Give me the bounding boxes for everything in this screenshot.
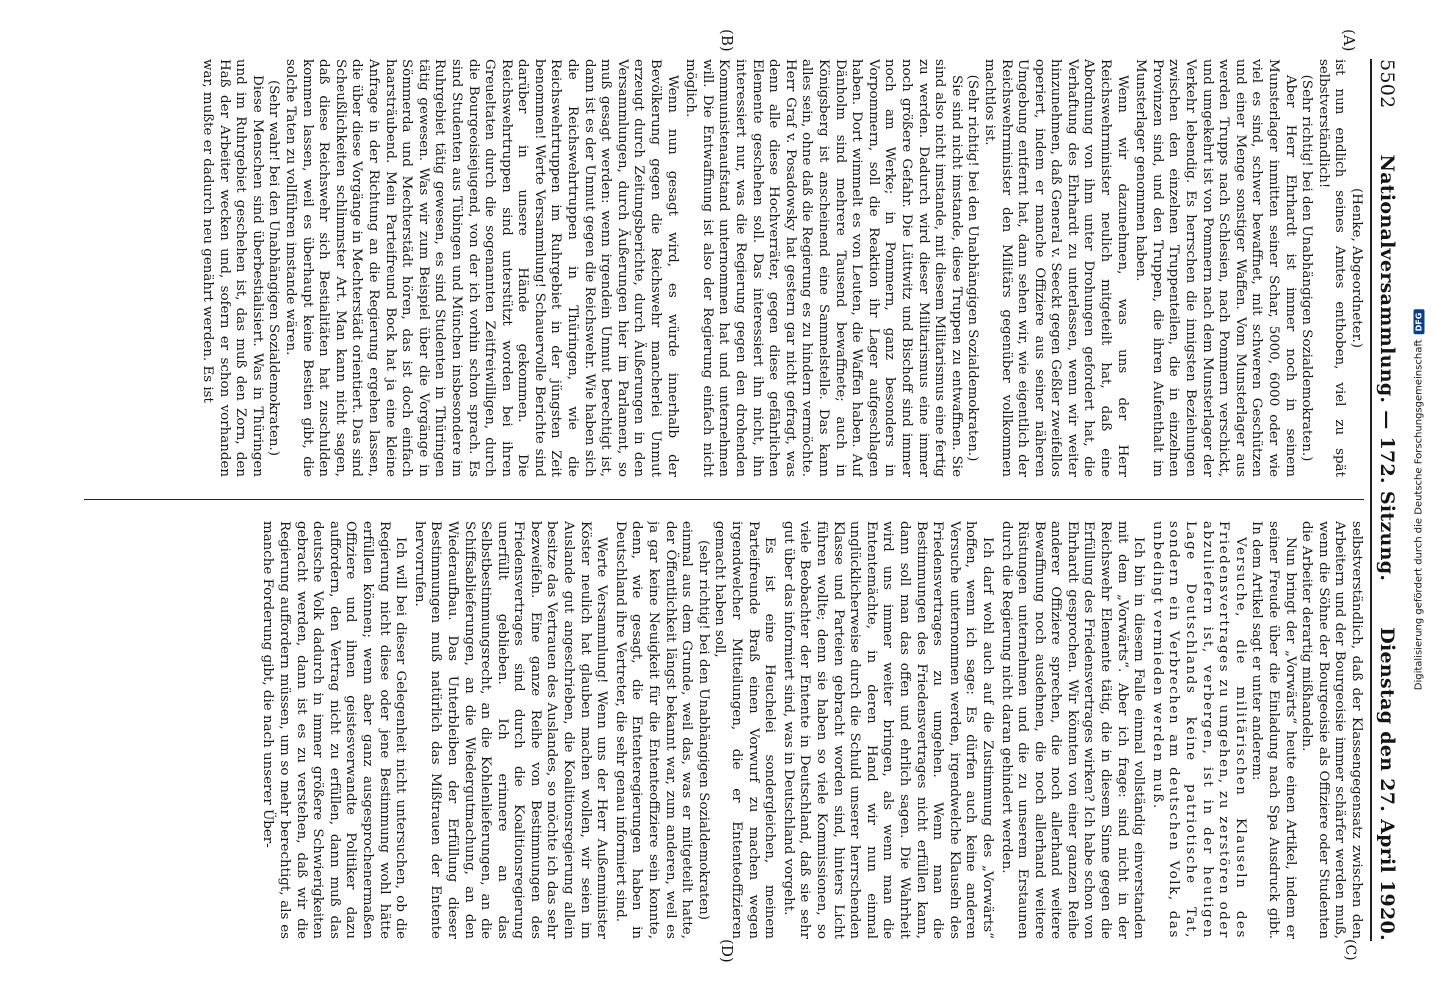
dfg-logo: DFG <box>1414 310 1425 335</box>
margin-marker-b: (B) <box>718 29 736 52</box>
interjection: (sehr richtig! bei den Unabhängigen Sozialdemokraten) <box>695 539 711 921</box>
page-number: 5502 <box>1376 59 1398 109</box>
interjection: (Sehr richtig! bei den Unabhängigen Sozialdemokraten.) <box>1299 74 1315 462</box>
digitization-credit <box>1414 310 1425 691</box>
paragraph: Nun bringt der „Vorwärts“ heute einen Artikel, indem er seiner Freude über die Einladung nach Spa Ausdruck gibt. In dem Artikel sagt er unter anderem: <box>1249 521 1298 939</box>
speaker-heading: (Henke, Abgeordneter.) <box>1349 187 1364 349</box>
document-page <box>60 25 1420 975</box>
running-head <box>1370 59 1420 941</box>
paragraph: Ich darf wohl auch auf die Zustimmung des „Vorwärts“ hoffen, wenn ich sage: Es dürfen auch keine anderen Versuche unternommen werden, irgendwelche Klauseln des Friedensvertrages zu umgehen. Wenn man die Bestimmungen des Friedensvertrages nicht erfüllen kann, dann soll man das offen und ehrlich sagen. Die Wahrheit wird uns immer weiter bringen, als wenn man die Ententemächte, in deren Hand wir nun einmal unglücklicherweise durch die Schuld unserer herrschenden Klasse und Parteien gebracht worden sind, hinters Licht führen wollte; denn sie haben so viele Kommissionen, so viele Beobachter der Entente in Deutschland, daß sie sehr gut über das informiert sind, was in Deutschland vorgeht. <box>780 521 995 939</box>
paragraph: Es ist eine Heuchelei sondergleichen, meinem Parteifreunde Braß einen Vorwurf zu machen wegen irgendwelcher Mitteilungen, die er Ententeoffizieren gemacht haben soll, <box>712 521 778 939</box>
credit-text: Digitalisierung gefördert durch die Deutsche Forschungsgemeinschaft <box>1413 339 1425 691</box>
margin-marker-d: (D) <box>718 939 736 963</box>
left-column <box>84 59 1364 477</box>
paragraph: einmal aus dem Grunde, weil das, was er mitgeteilt hatte, der Öffentlichkeit längst bekannt war, zum anderen, weil es ja gar keine Neuigkeit für die Ententeoffiziere sein konnte, denn, wie gesagt, die Ententeregierungen haben in Deutschland ihre Vertreter, die sehr genau informiert sind. <box>612 521 695 939</box>
right-column <box>84 521 1364 939</box>
quotation: Versuche, die militärischen Klauseln des Friedensvertrages zu umgehen, zu zerstören oder abzuliefern ist, verbergen, ist in der heutigen Lage Deutschlands keine patriotische Tat, sondern ein Verbrechen am deutschen Volk, das unbedingt vermieden werden muß. <box>1149 521 1248 939</box>
session-title: Nationalversammlung. — 172. Sitzung. <box>1376 154 1398 582</box>
margin-marker-c: (C) <box>1342 939 1358 961</box>
interjection: (Sehr richtig! bei den Unabhängigen Sozialdemokraten.) <box>965 74 981 462</box>
paragraph: Wenn wir dazunehmen, was uns der Herr Reichswehrminister neulich mitgeteilt hat, daß eine Abordnung von ihm unter Drohungen gefordert hat, die Verhaftung des Ehrhardt zu unterlassen, wenn wir weiter hinzunehmen, daß General v. Seeckt gegen Geßler zweifellos operiert, indem er manche Offiziere aus seiner näheren Umgebung entfernt hat, dann sehen wir, wie eigentlich der Reichswehrminister den Militärs gegenüber vollkommen machtlos ist. <box>981 59 1130 477</box>
paragraph: Wenn nun gesagt wird, es würde innerhalb der Bevölkerung gegen die Reichswehr mancherlei Unmut erzeugt durch Zeitungsberichte, durch Äußerungen in den Versammlungen, durch Äußerungen hier im Parlament, so muß gesagt werden: wenn irgendein Unmut berechtigt ist, dann ist es der Unmut gegen die Reichswehr. Wie haben sich die Reichswehrtruppen in Thüringen, wie die Reichswehrtruppen im Ruhrgebiet in der jüngsten Zeit benommen! Werte Versammlung! Schauervolle Berichte sind darüber in unsere Hände gekommen. Die Reichswehrtruppen sind unterstützt worden bei ihren Greueltaten durch die sogenannten Zeitfreiwilligen, durch die Bourgeoisiejugend, von der ich vorhin schon sprach. Es sind Studenten aus Tübingen und München insbesondere im Ruhrgebiet tätig gewesen, es sind Studenten in Thüringen tätig gewesen. Was wir zum Beispiel über die Vorgänge in Sömmerda und Mechterstädt hören, das ist doch einfach haarsträubend. Mein Parteifreund Bock hat ja eine kleine Anfrage in der Richtung an die Regierung ergehen lassen, die über diese Vorgänge in Mechterstädt orientiert. Das sind Scheußlichkeiten schlimmster Art. Man kann nicht sagen, daß diese Reichswehr sich Bestialitäten hat zuschulden kommen lassen, weil es überhaupt keine Bestien gibt, die solche Taten zu vollführen imstande wären. <box>283 59 680 477</box>
paragraph: Ich bin in diesem Falle einmal vollständig einverstanden mit dem „Vorwärts“. Aber ich frage: sind nicht in der Reichswehr Elemente tätig, die in diesem Sinne gegen die Erfüllung des Friedensvertrages wirken? Ich habe schon von Ehrhardt gesprochen. Wir könnten von einer ganzen Reihe anderer Offiziere sprechen, die noch allerhand weitere Bewaffnung noch ausdehnen, die noch allerhand weitere Rüstungen unternehmen und die zu unserem Erstaunen durch die Regierung nicht daran gehindert werden. <box>998 521 1147 939</box>
paragraph: Ich will bei dieser Gelegenheit nicht untersuchen, ob die Regierung nicht diese oder jene Bestimmung wohl hätte erfüllen können; wenn aber ganz ausgesprochenermaßen Offiziere und ihnen geistesverwandte Politiker dazu auffordern, den Vertrag nicht zu erfüllen, dann muß das deutsche Volk dadurch in immer größere Schwierigkeiten gebracht werden, dann ist es zu verstehen, daß wir die Regierung auffordern müssen, um so mehr berechtigt, als es manche Forderung gibt, die nach unserer Über- <box>260 521 409 939</box>
paragraph: Werte Versammlung! Wenn uns der Herr Außenminister Köster neulich hat glauben machen wollen, wir seien im Auslande gut angeschrieben, die Koalitionsregierung allein besitze das Vertrauen des Auslandes, so möchte ich das sehr bezweifeln. Eine ganze Reihe von Bestimmungen des Friedensvertrages sind durch die Koalitionsregierung unerfüllt geblieben. Ich erinnere an das Selbstbestimmungsrecht, an die Kohlenlieferungen, an die Schiffsablieferungen, an die Wiedergutmachung, an den Wiederaufbau. Das Unterbleiben der Erfüllung dieser Bestimmungen muß natürlich das Mißtrauen der Entente hervorrufen. <box>411 521 610 939</box>
paragraph: ist nun endlich seines Amtes enthoben, viel zu spät selbstverständlich! <box>1315 59 1348 477</box>
margin-marker-a: (A) <box>1340 29 1358 52</box>
paragraph: Diese Menschen sind überbestialisiert. Was in Thüringen und im Ruhrgebiet geschehen ist, das muß den Zorn, den Haß der Arbeiter wecken und, sofern er schon vorhanden war, mußte er dadurch neu genährt werden. Es ist <box>200 59 265 477</box>
paragraph: Aber Herr Ehrhardt ist immer noch in seinem Munsterlager inmitten seiner Schar, 5000, 6000 oder wie viel es sind, schwer bewaffnet, mit schweren Geschützen und einer Menge sonstiger Waffen. Vom Munsterlager aus werden Trupps nach Schlesien, nach Pommern verschickt, und umgekehrt ist von Pommern nach dem Munsterlager der Verkehr lebendig. Es herrschen die innigsten Beziehungen zwischen den einzelnen Truppenteilen, die in einzelnen Provinzen sind, und den Truppen, die ihren Aufenthalt im Munsterlager genommen haben. <box>1133 59 1298 477</box>
paragraph: Sie sind nicht imstande, diese Truppen zu entwaffnen. Sie sind also nicht imstande, mit diesem Militarismus eine fertig zu werden. Dadurch wird dieser Militarismus eine immer noch größere Gefahr. Die Lüttwitz und Bischoff sind immer noch am Werke; in Pommern, ganz besonders in Vorpommern, soll die Reaktion ihr Lager aufgeschlagen haben. Dort wimmelt es von Leuten, die Waffen haben. Auf Dänholm sind mehrere Tausend bewaffnete; auch in Königsberg ist anscheinend eine Sammelstelle. Das kann alles sein, ohne daß die Regierung es zu hindern vermöchte. Herr Graf v. Posadowsky hat gestern gar nicht gefragt, was denn alle diese Hochverräter, gegen diese gefährlichen Elemente geschehen soll. Das interessiert ihn nicht, ihn interessiert nur, was die Regierung gegen den drohenden Kommunistenaufstand unternommen hat und unternehmen will. Die Entwaffnung ist also der Regierung einfach nicht möglich. <box>683 59 964 477</box>
column-divider <box>84 499 1364 500</box>
session-date: Dienstag den 27. April 1920. <box>1376 627 1398 941</box>
interjection: (Sehr wahr! bei den Unabhängigen Sozialdemokraten.) <box>266 79 282 457</box>
paragraph: selbstverständlich, daß der Klassengegensatz zwischen den Arbeitern und der Bourgeoisie immer schärfer werden muß, wenn die Söhne der Bourgeoisie als Offiziere oder Studenten die Arbeiter derartig mißhandeln. <box>1299 521 1364 939</box>
